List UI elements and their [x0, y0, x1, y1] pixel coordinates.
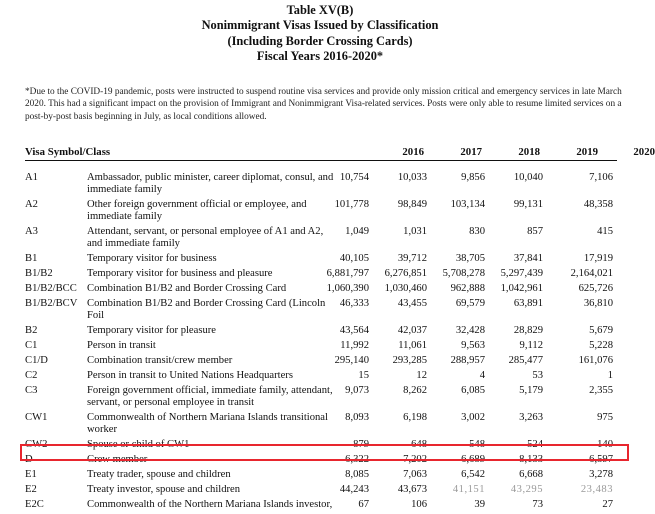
visa-count-2017: 39,712: [397, 253, 427, 264]
visa-count-2019: 524: [527, 439, 543, 450]
visa-count-2019: 8,133: [519, 454, 543, 465]
table-row: [25, 439, 617, 451]
table-row: [25, 370, 617, 382]
visa-count-2016: 15: [358, 370, 369, 381]
visa-count-2016: 9,073: [345, 385, 369, 396]
visa-count-2018: 6,085: [461, 385, 485, 396]
visa-count-2016: 6,322: [345, 454, 369, 465]
visa-count-2018: 38,705: [455, 253, 485, 264]
visa-count-2019: 99,131: [513, 199, 543, 210]
visa-count-2017: 43,455: [397, 298, 427, 309]
visa-symbol: C1/D: [25, 355, 48, 366]
visa-count-2020: 17,919: [583, 253, 613, 264]
visa-count-2020: 625,726: [578, 283, 613, 294]
visa-table-body: [25, 172, 617, 514]
visa-count-2019: 43,295: [510, 484, 543, 495]
visa-class-description: Other foreign government official or employee, and immediate family: [87, 199, 307, 222]
visa-count-2016: 67: [358, 499, 369, 510]
visa-count-2017: 98,849: [397, 199, 427, 210]
visa-count-2020: 2,164,021: [570, 268, 613, 279]
visa-symbol: C1: [25, 340, 38, 351]
header-year-2016: 2016: [402, 146, 424, 158]
table-row: [25, 325, 617, 337]
visa-count-2020: 161,076: [578, 355, 613, 366]
visa-class-description: Treaty investor, spouse and children: [87, 484, 241, 495]
visa-symbol: E2C: [25, 499, 44, 510]
visa-count-2017: 293,285: [392, 355, 427, 366]
column-header-row: [25, 144, 655, 161]
visa-symbol: E2: [25, 484, 37, 495]
visa-count-2016: 44,243: [339, 484, 369, 495]
table-fiscal-years: Fiscal Years 2016-2020*: [256, 49, 384, 64]
visa-count-2016: 40,105: [339, 253, 369, 264]
visa-count-2019: 37,841: [513, 253, 543, 264]
table-row: [25, 340, 617, 352]
visa-count-2020: 48,358: [583, 199, 613, 210]
visa-count-2019: 10,040: [513, 172, 543, 183]
visa-count-2016: 1,060,390: [326, 283, 369, 294]
visa-count-2020: 36,810: [583, 298, 613, 309]
visa-count-2020: 27: [602, 499, 613, 510]
visa-count-2016: 879: [353, 439, 369, 450]
visa-count-2018: 9,563: [461, 340, 485, 351]
visa-symbol: E1: [25, 469, 37, 480]
visa-count-2020: 5,679: [589, 325, 613, 336]
table-row: [25, 172, 617, 196]
visa-count-2020: 7,106: [589, 172, 613, 183]
visa-count-2019: 857: [527, 226, 543, 237]
visa-count-2017: 42,037: [397, 325, 427, 336]
header-year-2019: 2019: [576, 146, 598, 158]
visa-count-2019: 285,477: [508, 355, 543, 366]
visa-count-2019: 53: [532, 370, 543, 381]
visa-class-description: Ambassador, public minister, career diplomat, consul, and immediate family: [87, 172, 334, 195]
visa-count-2018: 962,888: [450, 283, 485, 294]
header-year-2020: 2020: [633, 146, 655, 158]
visa-count-2016: 8,093: [345, 412, 369, 423]
visa-symbol: B1/B2: [25, 268, 53, 279]
visa-count-2018: 4: [479, 370, 485, 381]
table-row: [25, 469, 617, 481]
visa-count-2016: 11,992: [340, 340, 369, 351]
visa-symbol: A1: [25, 172, 38, 183]
visa-symbol: C2: [25, 370, 38, 381]
visa-count-2016: 295,140: [334, 355, 369, 366]
visa-count-2020: 23,483: [580, 484, 613, 495]
visa-count-2016: 10,754: [339, 172, 369, 183]
visa-class-description: Combination B1/B2 and Border Crossing Card: [87, 283, 287, 294]
visa-count-2016: 101,778: [334, 199, 369, 210]
visa-class-description: Temporary visitor for pleasure: [87, 325, 216, 336]
table-row: [25, 499, 617, 511]
table-row: [25, 355, 617, 367]
visa-count-2017: 10,033: [397, 172, 427, 183]
visa-count-2019: 5,297,439: [500, 268, 543, 279]
visa-symbol: A2: [25, 199, 38, 210]
visa-count-2017: 11,061: [398, 340, 427, 351]
visa-symbol: CW1: [25, 412, 48, 423]
visa-count-2018: 6,689: [461, 454, 485, 465]
visa-class-description: Treaty trader, spouse and children: [87, 469, 231, 480]
visa-class-description: Combination B1/B2 and Border Crossing Card (Lincoln Foil: [87, 298, 326, 321]
visa-count-2017: 7,202: [403, 454, 427, 465]
visa-class-description: Temporary visitor for business and pleasure: [87, 268, 273, 279]
table-row: [25, 484, 617, 496]
visa-symbol: A3: [25, 226, 38, 237]
visa-count-2018: 41,151: [452, 484, 485, 495]
visa-symbol: B1/B2/BCV: [25, 298, 78, 309]
visa-count-2017: 43,673: [397, 484, 427, 495]
table-number: Table XV(B): [286, 3, 354, 17]
visa-count-2017: 106: [411, 499, 427, 510]
visa-count-2018: 103,134: [450, 199, 485, 210]
table-subtitle: (Including Border Crossing Cards): [227, 33, 413, 48]
visa-symbol: D: [25, 454, 33, 465]
table-row: [25, 412, 617, 436]
table-row: [25, 385, 617, 409]
visa-class-description: Combination transit/crew member: [87, 355, 233, 366]
visa-count-2019: 73: [532, 499, 543, 510]
header-year-2017: 2017: [460, 146, 482, 158]
visa-count-2019: 1,042,961: [500, 283, 543, 294]
covid-footnote: *Due to the COVID-19 pandemic, posts were instructed to suspend routine visa services and provide only mission critical and emergency services in late March 2020. This had a significant impact on the provision of Immigrant and Nonimmigrant Visa-related services. Posts were only able to resume limited services on a post-by-post basis beginning in July, as local conditions allowed.: [25, 87, 622, 122]
visa-count-2018: 288,957: [450, 355, 485, 366]
visa-count-2019: 28,829: [513, 325, 543, 336]
table-row: [25, 199, 617, 223]
visa-count-2020: 3,278: [589, 469, 613, 480]
visa-count-2016: 43,564: [339, 325, 369, 336]
visa-class-description: Commonwealth of the Northern Mariana Islands investor,: [87, 499, 333, 510]
visa-symbol: B1/B2/BCC: [25, 283, 77, 294]
table-row: [25, 298, 617, 322]
visa-count-2018: 9,856: [461, 172, 485, 183]
visa-count-2020: 2,355: [589, 385, 613, 396]
visa-class-description: Spouse or child of CW1: [87, 439, 190, 450]
visa-count-2017: 6,198: [403, 412, 427, 423]
visa-count-2020: 140: [597, 439, 613, 450]
visa-class-description: Temporary visitor for business: [87, 253, 217, 264]
visa-count-2017: 7,063: [403, 469, 427, 480]
visa-count-2020: 415: [597, 226, 613, 237]
header-year-2018: 2018: [518, 146, 540, 158]
visa-symbol: C3: [25, 385, 38, 396]
table-row: [25, 226, 617, 250]
table-title-block: [0, 3, 640, 65]
table-row: [25, 268, 617, 280]
visa-class-description: Person in transit to United Nations Headquarters: [87, 370, 293, 381]
visa-count-2016: 6,881,797: [326, 268, 369, 279]
visa-count-2020: 1: [607, 370, 613, 381]
visa-class-description: Foreign government official, immediate family, attendant, servant, or personal employee in transit: [87, 385, 333, 408]
visa-count-2017: 6,276,851: [384, 268, 427, 279]
table-row: [25, 253, 617, 265]
visa-count-2018: 548: [469, 439, 485, 450]
visa-count-2016: 8,085: [345, 469, 369, 480]
visa-count-2016: 1,049: [345, 226, 369, 237]
visa-count-2019: 9,112: [519, 340, 543, 351]
visa-count-2018: 32,428: [455, 325, 485, 336]
header-visa-class: Visa Symbol/Class: [25, 146, 111, 158]
visa-symbol: B1: [25, 253, 38, 264]
visa-count-2019: 6,668: [519, 469, 543, 480]
visa-class-description: Person in transit: [87, 340, 156, 351]
visa-count-2017: 648: [411, 439, 427, 450]
visa-count-2020: 6,597: [589, 454, 613, 465]
visa-symbol: CW2: [25, 439, 48, 450]
table-row: [25, 283, 617, 295]
visa-count-2018: 6,542: [461, 469, 485, 480]
visa-class-description: Attendant, servant, or personal employee of A1 and A2, and immediate family: [87, 226, 324, 249]
visa-count-2017: 12: [416, 370, 427, 381]
table-title: Nonimmigrant Visas Issued by Classification: [201, 18, 439, 33]
table-row: [25, 454, 617, 466]
visa-count-2018: 830: [469, 226, 485, 237]
visa-count-2018: 39: [474, 499, 485, 510]
visa-count-2018: 69,579: [455, 298, 485, 309]
visa-count-2017: 1,031: [403, 226, 427, 237]
visa-count-2017: 1,030,460: [384, 283, 427, 294]
visa-count-2020: 975: [597, 412, 613, 423]
visa-count-2016: 46,333: [339, 298, 369, 309]
visa-count-2019: 63,891: [513, 298, 543, 309]
visa-count-2017: 8,262: [403, 385, 427, 396]
visa-class-description: Crew member: [87, 454, 148, 465]
visa-count-2018: 3,002: [461, 412, 485, 423]
visa-count-2020: 5,228: [589, 340, 613, 351]
visa-count-2019: 5,179: [519, 385, 543, 396]
visa-count-2019: 3,263: [519, 412, 543, 423]
visa-symbol: B2: [25, 325, 38, 336]
visa-class-description: Commonwealth of Northern Mariana Islands transitional worker: [87, 412, 328, 435]
visa-count-2018: 5,708,278: [442, 268, 485, 279]
